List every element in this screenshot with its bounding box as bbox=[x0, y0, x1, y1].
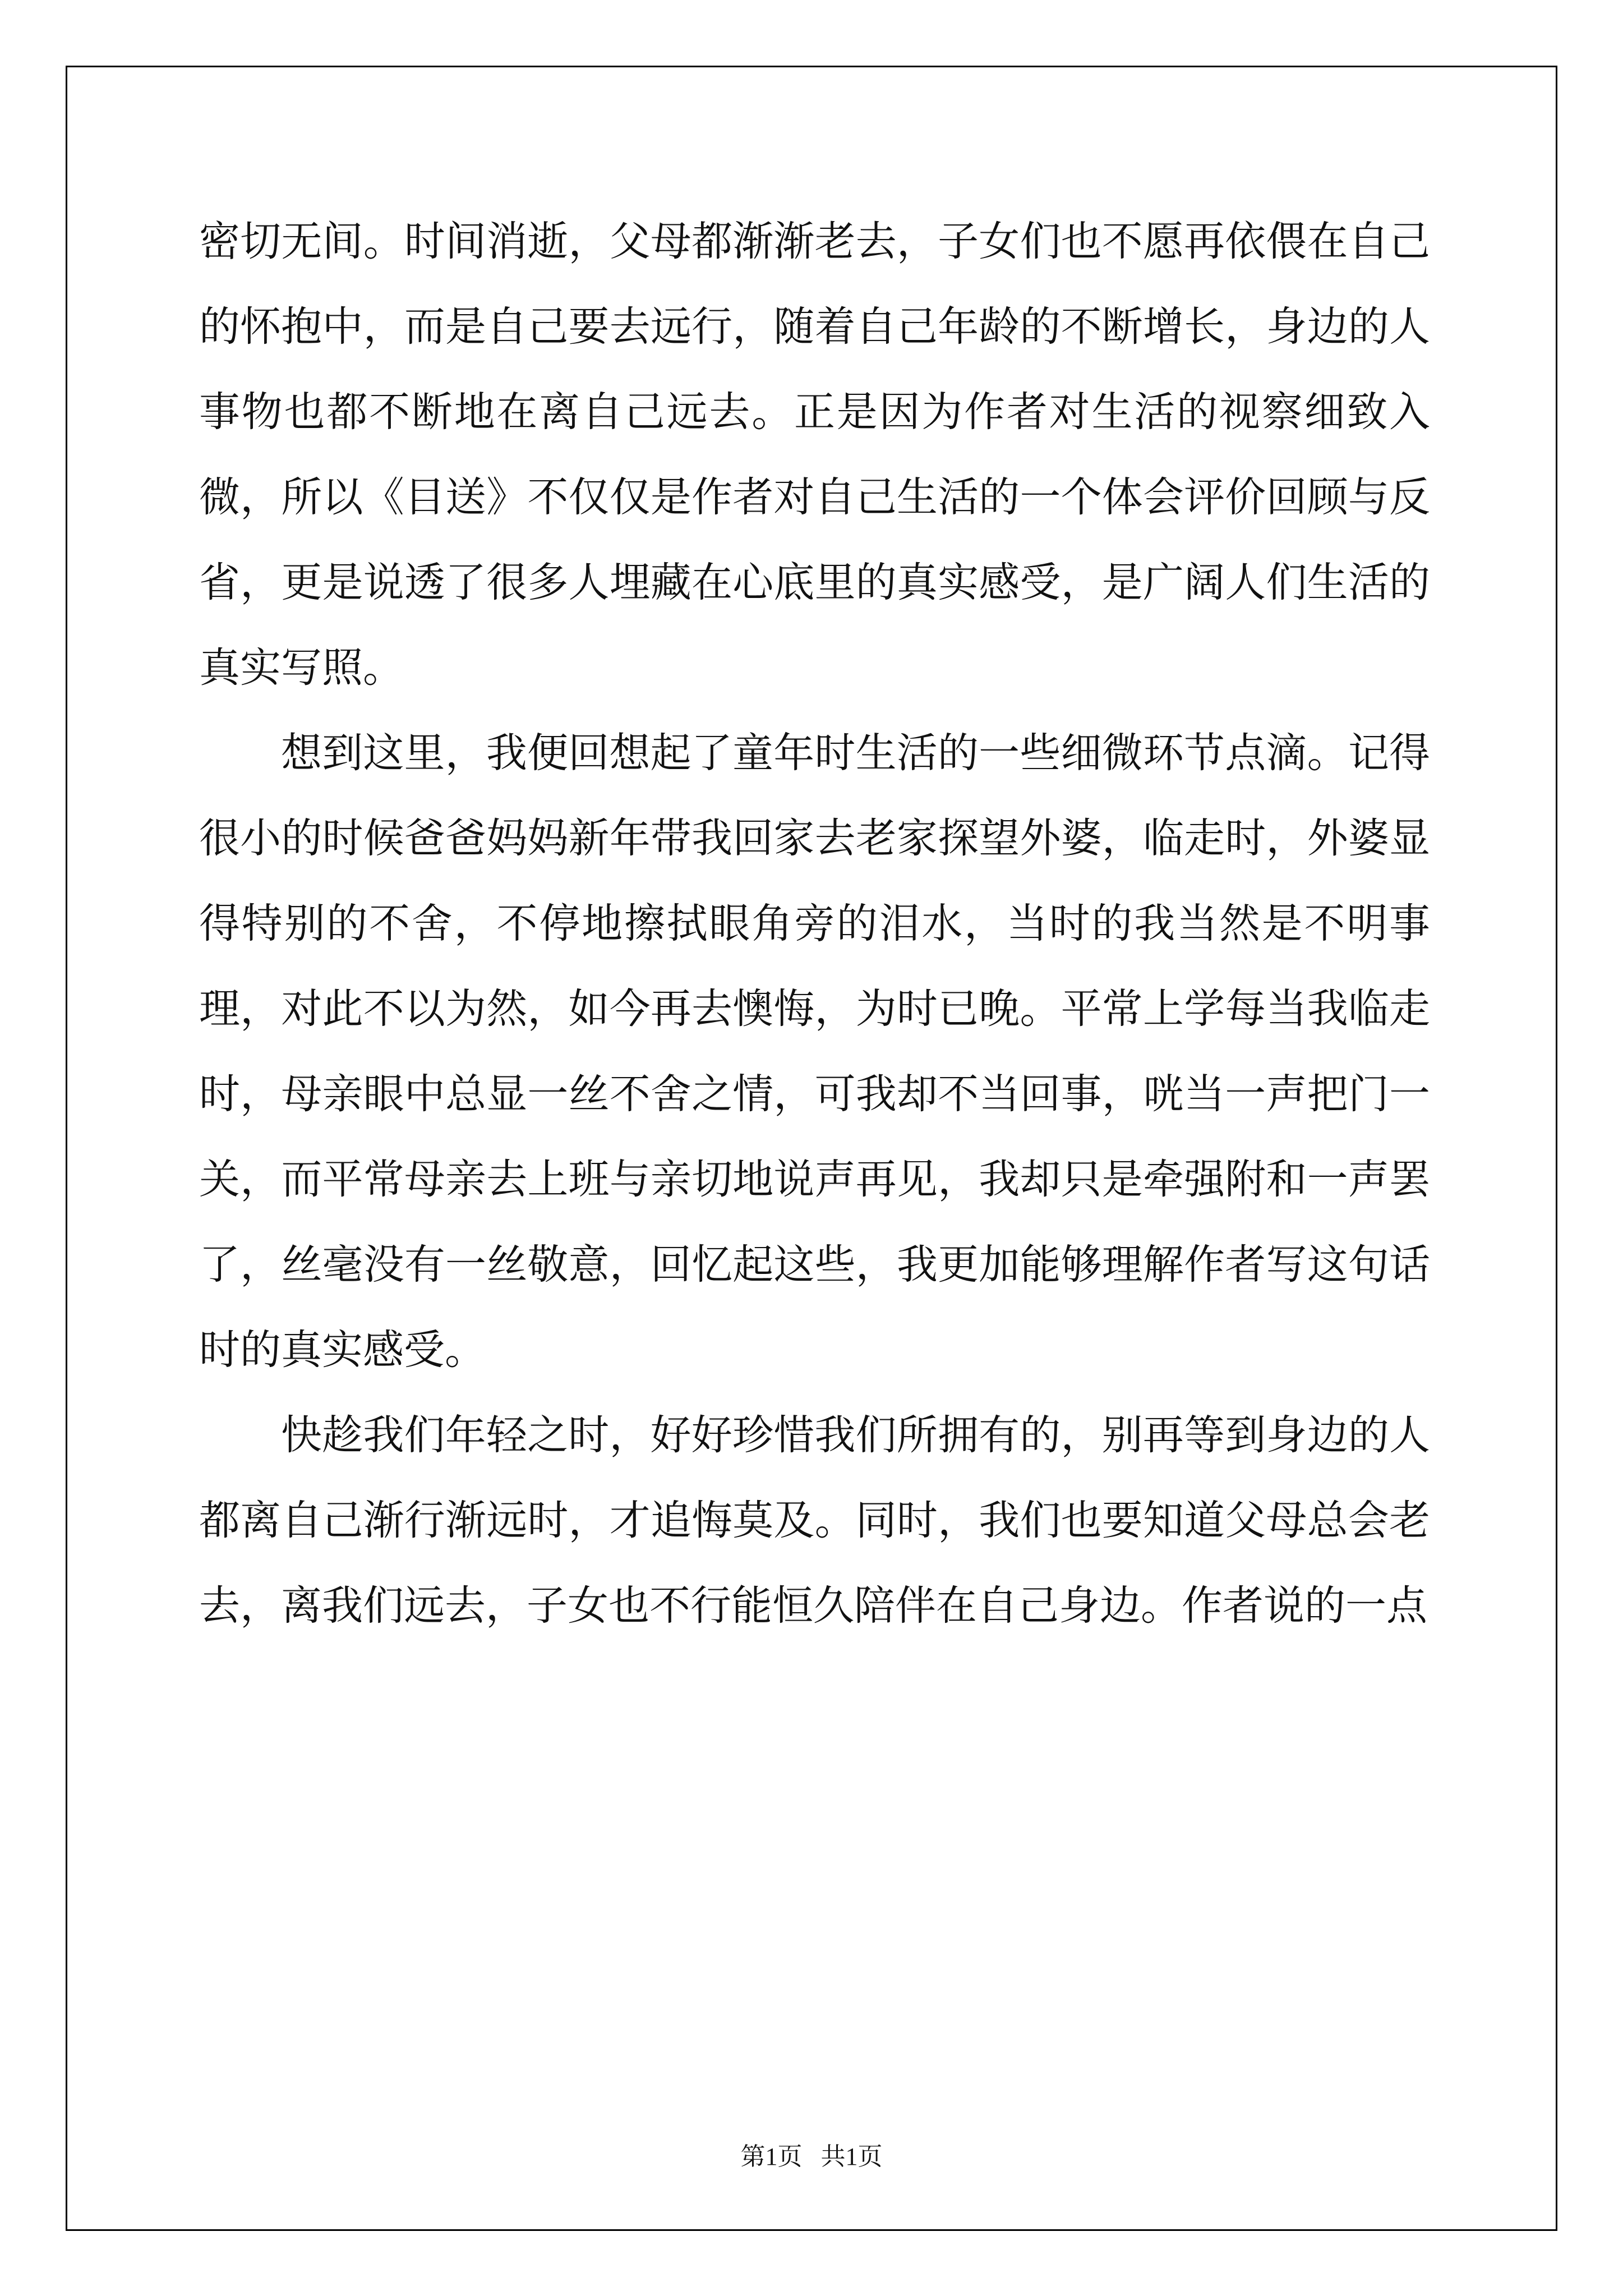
paragraph: 快趁我们年轻之时，好好珍惜我们所拥有的，别再等到身边的人都离自己渐行渐远时，才追悔莫及。同时，我们也要知道父母总会老去，离我们远去，子女也不行能恒久陪伴在自己身边。作者说的一点 bbox=[199, 1411, 1430, 1630]
paragraph: 密切无间。时间消逝，父母都渐渐老去，子女们也不愿再依偎在自己的怀抱中，而是自己要去远行，随着自己年龄的不断增长，身边的人事物也都不断地在离自己远去。正是因为作者对生活的视察细致入微，所以《目送》不仅仅是作者对自己生活的一个体会评价回顾与反省，更是说透了很多人埋藏在心底里的真实感受，是广阔人们生活的真实写照。 bbox=[199, 218, 1430, 692]
page-footer: 第1页 共1页 bbox=[740, 2143, 883, 2170]
paragraph: 想到这里，我便回想起了童年时生活的一些细微环节点滴。记得很小的时候爸爸妈妈新年带我回家去老家探望外婆，临走时，外婆显得特别的不舍，不停地擦拭眼角旁的泪水，当时的我当然是不明事理，对此不以为然，如今再去懊悔，为时已晚。平常上学每当我临走时，母亲眼中总显一丝不舍之情，可我却不当回事，咣当一声把门一关，而平常母亲去上班与亲切地说声再见，我却只是牵强附和一声罢了，丝毫没有一丝敬意，回忆起这些，我更加能够理解作者写这句话时的真实感受。 bbox=[199, 729, 1430, 1374]
document-body bbox=[199, 199, 1430, 1649]
